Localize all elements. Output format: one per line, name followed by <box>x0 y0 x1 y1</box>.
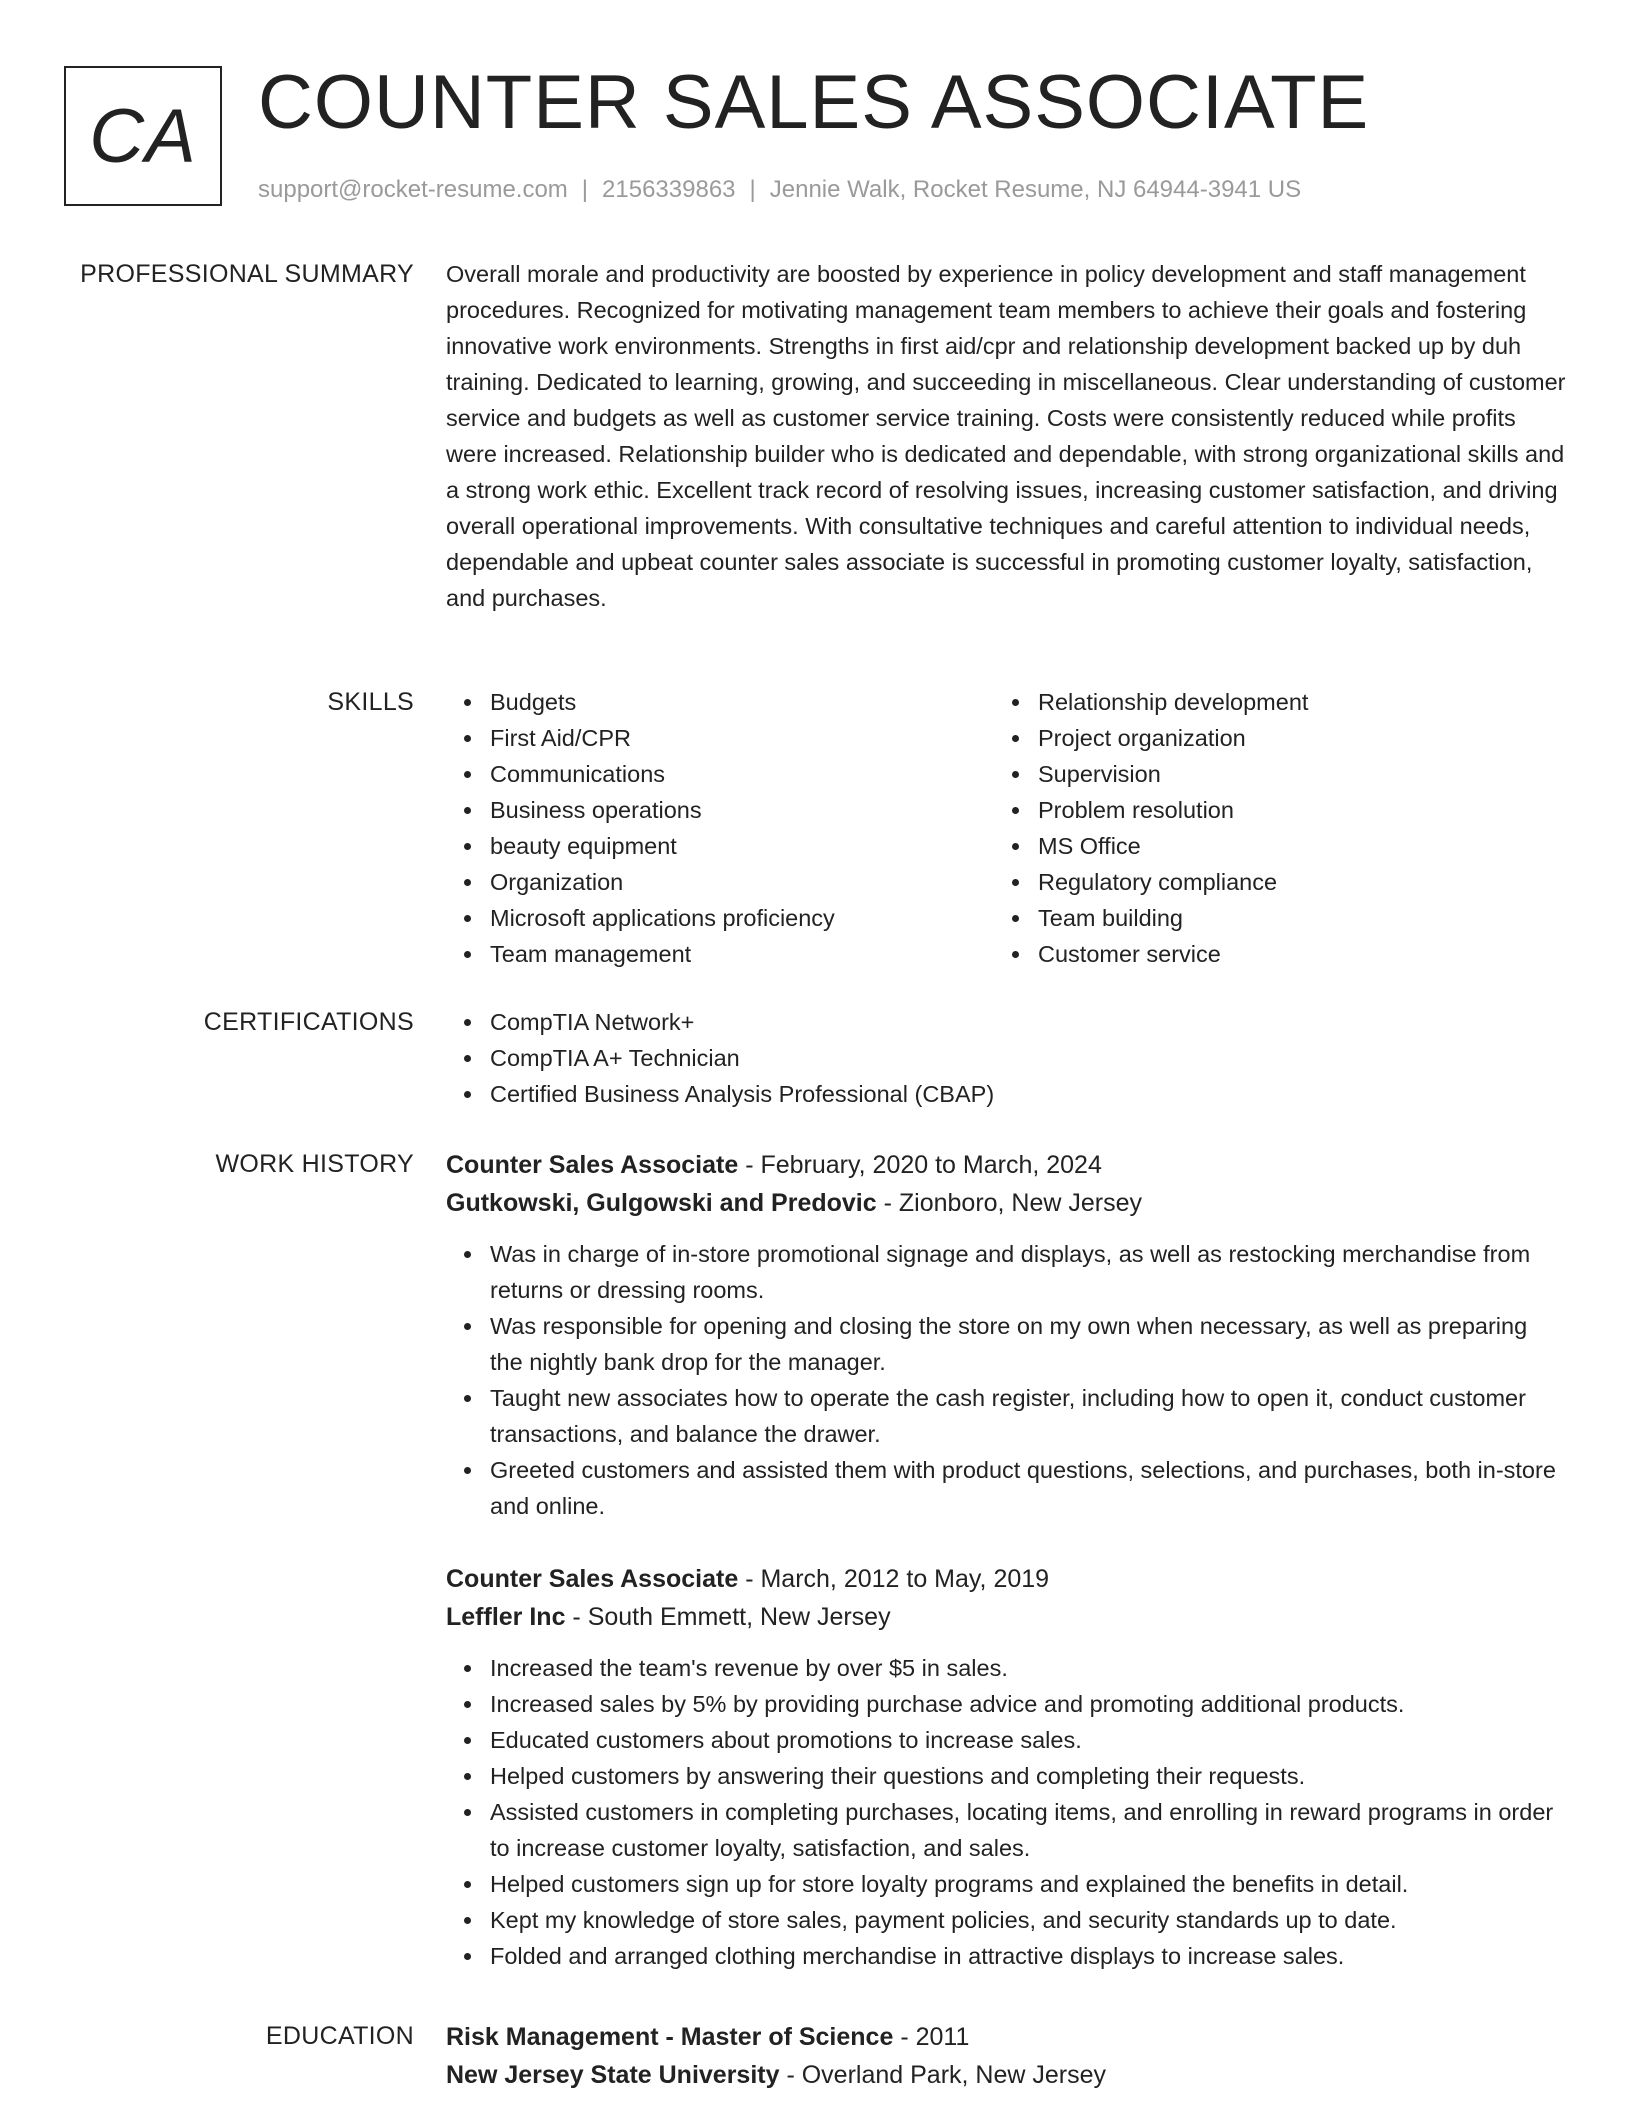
skill-item: Communications <box>490 756 994 792</box>
education-school-line <box>446 2056 1566 2094</box>
job-duty: Kept my knowledge of store sales, payment policies, and security standards up to date. <box>490 1902 1566 1938</box>
summary-body <box>446 256 1566 616</box>
contact-address: Jennie Walk, Rocket Resume, NJ 64944-3941 US <box>769 176 1302 203</box>
skill-item: beauty equipment <box>490 828 994 864</box>
job-title: Counter Sales Associate <box>446 1151 739 1179</box>
certification-item: CompTIA Network+ <box>490 1004 1566 1040</box>
job-location: - South Emmett, New Jersey <box>565 1603 891 1631</box>
job-duty: Taught new associates how to operate the cash register, including how to open it, conduct customer transactions, and balance the drawer. <box>490 1380 1566 1452</box>
skills-list-left <box>446 684 994 972</box>
job-company-line <box>446 1184 1566 1222</box>
job-entry <box>446 1560 1566 1974</box>
job-duty: Helped customers by answering their questions and completing their requests. <box>490 1758 1566 1794</box>
section-label-education: EDUCATION <box>265 2022 414 2050</box>
contact-phone[interactable]: 2156339863 <box>602 176 736 203</box>
contact-separator: | <box>749 176 756 203</box>
job-title-line <box>446 1146 1566 1184</box>
skill-item: Supervision <box>1038 756 1542 792</box>
job-duty: Increased the team's revenue by over $5 in sales. <box>490 1650 1566 1686</box>
skill-item: Organization <box>490 864 994 900</box>
monogram-badge <box>64 66 222 206</box>
section-label-summary: PROFESSIONAL SUMMARY <box>80 260 414 288</box>
skill-item: MS Office <box>1038 828 1542 864</box>
skills-body <box>446 684 1566 972</box>
skill-item: Microsoft applications proficiency <box>490 900 994 936</box>
skill-item: Regulatory compliance <box>1038 864 1542 900</box>
job-duty: Assisted customers in completing purchases, locating items, and enrolling in reward programs in order to increase customer loyalty, satisfaction, and sales. <box>490 1794 1566 1866</box>
skill-item: Budgets <box>490 684 994 720</box>
resume-title: COUNTER SALES ASSOCIATE <box>258 60 1370 145</box>
section-label-work-history: WORK HISTORY <box>215 1150 414 1178</box>
contact-email[interactable]: support@rocket-resume.com <box>258 176 568 203</box>
monogram-initials: CA <box>89 93 197 179</box>
contact-line <box>258 174 1301 206</box>
work-history-body <box>446 1146 1566 2010</box>
job-dates: - February, 2020 to March, 2024 <box>738 1151 1102 1179</box>
job-title-line <box>446 1560 1566 1598</box>
job-company: Leffler Inc <box>446 1603 566 1631</box>
job-duty: Helped customers sign up for store loyalty programs and explained the benefits in detail. <box>490 1866 1566 1902</box>
skill-item: Project organization <box>1038 720 1542 756</box>
summary-text: Overall morale and productivity are boosted by experience in policy development and staff management procedures. Recognized for motivating management team members to achieve their goals and fostering innovative work environments. Strengths in first aid/cpr and relationship development backed up by duh training. Dedicated to learning, growing, and succeeding in miscellaneous. Clear understanding of customer service and budgets as well as customer service training. Costs were consistently reduced while profits were increased. Relationship builder who is dedicated and dependable, with strong organizational skills and a strong work ethic. Excellent track record of resolving issues, increasing customer satisfaction, and driving overall operational improvements. With consultative techniques and careful attention to individual needs, dependable and upbeat counter sales associate is successful in promoting customer loyalty, satisfaction, and purchases. <box>446 261 1566 611</box>
education-school: New Jersey State University <box>446 2061 780 2089</box>
skill-item: Relationship development <box>1038 684 1542 720</box>
job-duty: Was in charge of in-store promotional signage and displays, as well as restocking merchandise from returns or dressing rooms. <box>490 1236 1566 1308</box>
job-location: - Zionboro, New Jersey <box>876 1189 1143 1217</box>
skill-item: Business operations <box>490 792 994 828</box>
education-degree-line <box>446 2018 1566 2056</box>
section-label-certifications: CERTIFICATIONS <box>203 1008 414 1036</box>
job-duty: Was responsible for opening and closing the store on my own when necessary, as well as preparing the nightly bank drop for the manager. <box>490 1308 1566 1380</box>
skill-item: First Aid/CPR <box>490 720 994 756</box>
skill-item: Problem resolution <box>1038 792 1542 828</box>
job-duty: Folded and arranged clothing merchandise in attractive displays to increase sales. <box>490 1938 1566 1974</box>
certifications-body <box>446 1004 1566 1112</box>
education-location: - Overland Park, New Jersey <box>779 2061 1107 2089</box>
job-duties-list <box>446 1650 1566 1974</box>
job-entry <box>446 1146 1566 1524</box>
job-title: Counter Sales Associate <box>446 1565 739 1593</box>
contact-separator: | <box>581 176 589 203</box>
education-body <box>446 2018 1566 2094</box>
certification-item: CompTIA A+ Technician <box>490 1040 1566 1076</box>
education-degree: Risk Management - Master of Science <box>446 2023 894 2051</box>
job-duty: Educated customers about promotions to increase sales. <box>490 1722 1566 1758</box>
job-dates: - March, 2012 to May, 2019 <box>738 1565 1050 1593</box>
skills-list-right <box>994 684 1542 972</box>
certification-item: Certified Business Analysis Professional (CBAP) <box>490 1076 1566 1112</box>
skill-item: Team building <box>1038 900 1542 936</box>
job-duty: Greeted customers and assisted them with product questions, selections, and purchases, both in-store and online. <box>490 1452 1566 1524</box>
job-company-line <box>446 1598 1566 1636</box>
job-duties-list <box>446 1236 1566 1524</box>
job-company: Gutkowski, Gulgowski and Predovic <box>446 1189 877 1217</box>
skill-item: Customer service <box>1038 936 1542 972</box>
job-duty: Increased sales by 5% by providing purchase advice and promoting additional products. <box>490 1686 1566 1722</box>
education-year: - 2011 <box>893 2023 970 2051</box>
skill-item: Team management <box>490 936 994 972</box>
section-label-skills: SKILLS <box>327 688 414 716</box>
certifications-list <box>446 1004 1566 1112</box>
